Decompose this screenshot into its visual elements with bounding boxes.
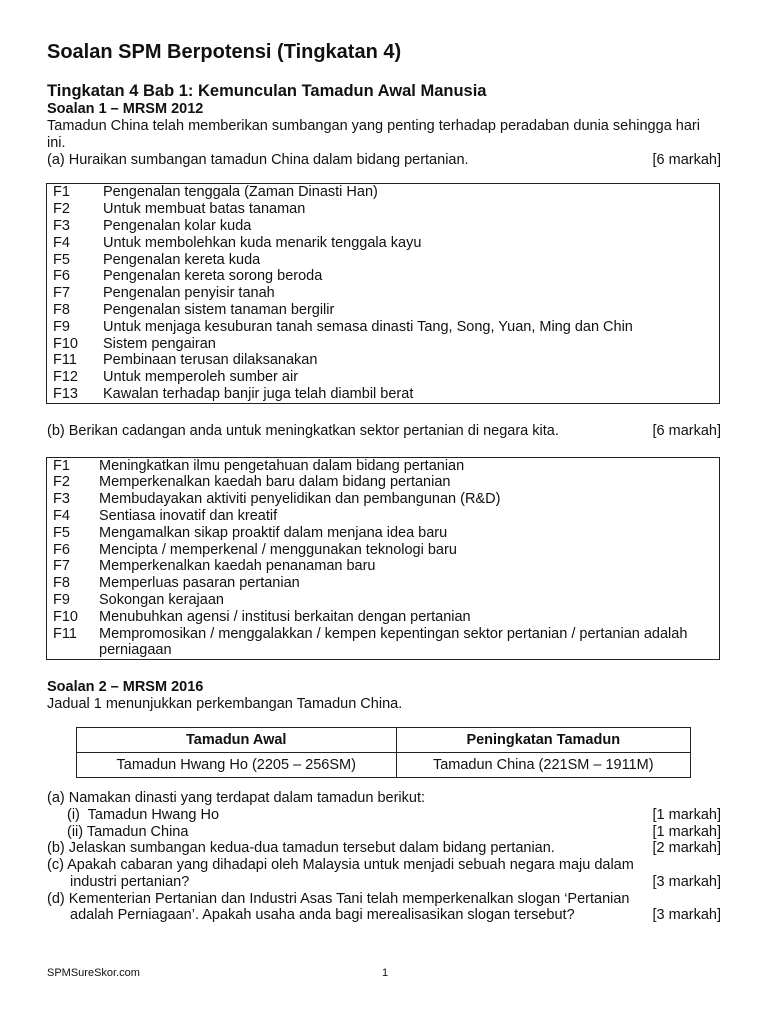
q2-part-d-line1: (d) Kementerian Pertanian dan Industri Asas Tani telah memperkenalkan slogan ‘Pertanian <box>47 890 630 907</box>
list-item <box>53 252 713 269</box>
list-item <box>53 184 713 201</box>
item-code: F9 <box>53 318 70 335</box>
list-item <box>53 525 713 542</box>
list-item <box>53 302 713 319</box>
q2-part-b-marks: [2 markah] <box>652 840 721 857</box>
item-code: F3 <box>53 491 70 508</box>
q2-part-a-ii-text: (ii) Tamadun China <box>67 823 189 840</box>
q2-part-b-text: (b) Jelaskan sumbangan kedua-dua tamadun tersebut dalam bidang pertanian. <box>47 840 555 857</box>
list-item <box>53 268 713 285</box>
q2-part-a-ii-marks: [1 markah] <box>652 823 721 840</box>
q2-part-c-marks: [3 markah] <box>652 873 721 890</box>
item-text: Untuk menjaga kesuburan tanah semasa dinasti Tang, Song, Yuan, Ming dan Chin <box>103 318 633 335</box>
list-item <box>53 592 713 609</box>
list-item <box>53 386 713 403</box>
item-text: Mempromosikan / menggalakkan / kempen kepentingan sektor pertanian / pertanian adalah perniagaan <box>99 625 688 659</box>
list-item <box>53 609 713 626</box>
q1-answer-box-b <box>46 457 720 661</box>
q1-part-a-text: (a) Huraikan sumbangan tamadun China dalam bidang pertanian. <box>47 151 469 168</box>
q2-part-d <box>47 907 721 924</box>
item-text: Pengenalan tenggala (Zaman Dinasti Han) <box>103 184 378 201</box>
item-code: F6 <box>53 541 70 558</box>
item-text: Pengenalan kereta kuda <box>103 251 261 268</box>
q1-part-b-marks: [6 markah] <box>652 422 721 439</box>
q1-answer-box-a <box>46 183 720 403</box>
page-footer <box>47 967 721 979</box>
item-text: Pembinaan terusan dilaksanakan <box>103 352 318 369</box>
item-text: Pengenalan kereta sorong beroda <box>103 268 323 285</box>
item-text: Menubuhkan agensi / institusi berkaitan dengan pertanian <box>99 608 471 625</box>
item-text: Pengenalan penyisir tanah <box>103 285 275 302</box>
item-code: F4 <box>53 234 70 251</box>
list-item <box>53 508 713 525</box>
item-text: Untuk memperoleh sumber air <box>103 369 299 386</box>
list-item <box>53 626 713 660</box>
item-text: Meningkatkan ilmu pengetahuan dalam bidang pertanian <box>99 457 465 474</box>
list-item <box>53 458 713 475</box>
item-text: Memperkenalkan kaedah baru dalam bidang pertanian <box>99 474 451 491</box>
table-header-cell: Peningkatan Tamadun <box>396 727 691 752</box>
q2-title: Soalan 2 – MRSM 2016 <box>47 679 204 696</box>
item-code: F13 <box>53 385 78 402</box>
list-item <box>53 285 713 302</box>
list-item <box>53 319 713 336</box>
q2-part-a-i-text: (i) Tamadun Hwang Ho <box>67 806 220 823</box>
item-text: Untuk membolehkan kuda menarik tenggala kayu <box>103 234 422 251</box>
page-number: 1 <box>382 967 389 979</box>
item-code: F11 <box>53 352 77 369</box>
item-text: Sokongan kerajaan <box>99 591 224 608</box>
item-code: F8 <box>53 575 70 592</box>
item-text: Mencipta / memperkenal / menggunakan teknologi baru <box>99 541 457 558</box>
table-row <box>77 752 691 777</box>
q1-intro: Tamadun China telah memberikan sumbangan yang penting terhadap peradaban dunia sehingga hari ini. <box>47 118 700 151</box>
item-text: Sentiasa inovatif dan kreatif <box>99 507 278 524</box>
q2-part-c-line1: (c) Apakah cabaran yang dihadapi oleh Malaysia untuk menjadi sebuah negara maju dalam <box>47 857 634 874</box>
list-item <box>53 369 713 386</box>
q2-part-d-marks: [3 markah] <box>652 907 721 924</box>
item-code: F4 <box>53 507 70 524</box>
item-text: Kawalan terhadap banjir juga telah diambil berat <box>103 385 414 402</box>
list-item <box>53 336 713 353</box>
item-text: Untuk membuat batas tanaman <box>103 201 306 218</box>
document-title: Soalan SPM Berpotensi (Tingkatan 4) <box>47 41 402 63</box>
q2-part-a-i-marks: [1 markah] <box>652 806 721 823</box>
item-code: F8 <box>53 301 70 318</box>
item-code: F10 <box>53 608 78 625</box>
table-header-cell: Tamadun Awal <box>77 727 397 752</box>
item-code: F11 <box>53 625 77 642</box>
item-text: Memperkenalkan kaedah penanaman baru <box>99 558 376 575</box>
document-page <box>47 40 721 924</box>
list-item <box>53 235 713 252</box>
list-item <box>53 491 713 508</box>
q2-part-a: (a) Namakan dinasti yang terdapat dalam tamadun berikut: <box>47 789 426 806</box>
footer-site: SPMSureSkor.com <box>47 967 140 979</box>
q2-part-d-line2: adalah Perniagaan’. Apakah usaha anda bagi merealisasikan slogan tersebut? <box>70 907 575 924</box>
item-code: F5 <box>53 524 70 541</box>
list-item <box>53 542 713 559</box>
list-item <box>53 474 713 491</box>
q2-part-c <box>47 874 721 891</box>
table-cell: Tamadun Hwang Ho (2205 – 256SM) <box>77 752 397 777</box>
item-text: Memperluas pasaran pertanian <box>99 575 300 592</box>
item-code: F1 <box>53 184 70 201</box>
item-text: Pengenalan sistem tanaman bergilir <box>103 301 335 318</box>
q2-intro: Jadual 1 menunjukkan perkembangan Tamadun China. <box>47 696 403 713</box>
item-code: F12 <box>53 369 78 386</box>
q2-part-a-i <box>47 807 721 824</box>
list-item <box>53 201 713 218</box>
item-code: F10 <box>53 335 78 352</box>
item-code: F3 <box>53 217 70 234</box>
chapter-title: Tingkatan 4 Bab 1: Kemunculan Tamadun Awal Manusia <box>47 82 487 100</box>
item-code: F7 <box>53 558 70 575</box>
item-code: F2 <box>53 201 70 218</box>
q1-title: Soalan 1 – MRSM 2012 <box>47 101 204 117</box>
list-item <box>53 218 713 235</box>
item-code: F5 <box>53 251 70 268</box>
table-cell: Tamadun China (221SM – 1911M) <box>396 752 691 777</box>
item-code: F2 <box>53 474 70 491</box>
q1-part-b-text: (b) Berikan cadangan anda untuk meningkatkan sektor pertanian di negara kita. <box>47 422 559 439</box>
list-item <box>53 352 713 369</box>
q1-part-b <box>47 423 721 440</box>
item-code: F1 <box>53 457 70 474</box>
list-item <box>53 558 713 575</box>
item-text: Mengamalkan sikap proaktif dalam menjana idea baru <box>99 524 448 541</box>
q2-part-a-ii <box>47 824 721 841</box>
list-item <box>53 575 713 592</box>
item-code: F7 <box>53 285 70 302</box>
q2-part-b <box>47 840 721 857</box>
item-text: Sistem pengairan <box>103 335 216 352</box>
item-text: Pengenalan kolar kuda <box>103 217 252 234</box>
q2-part-c-line2: industri pertanian? <box>70 873 190 890</box>
q1-part-a <box>47 152 721 169</box>
q1-part-a-marks: [6 markah] <box>652 151 721 168</box>
q2-table <box>76 727 691 778</box>
item-code: F6 <box>53 268 70 285</box>
table-header-row <box>77 727 691 752</box>
item-code: F9 <box>53 591 70 608</box>
item-text: Membudayakan aktiviti penyelidikan dan pembangunan (R&D) <box>99 491 501 508</box>
